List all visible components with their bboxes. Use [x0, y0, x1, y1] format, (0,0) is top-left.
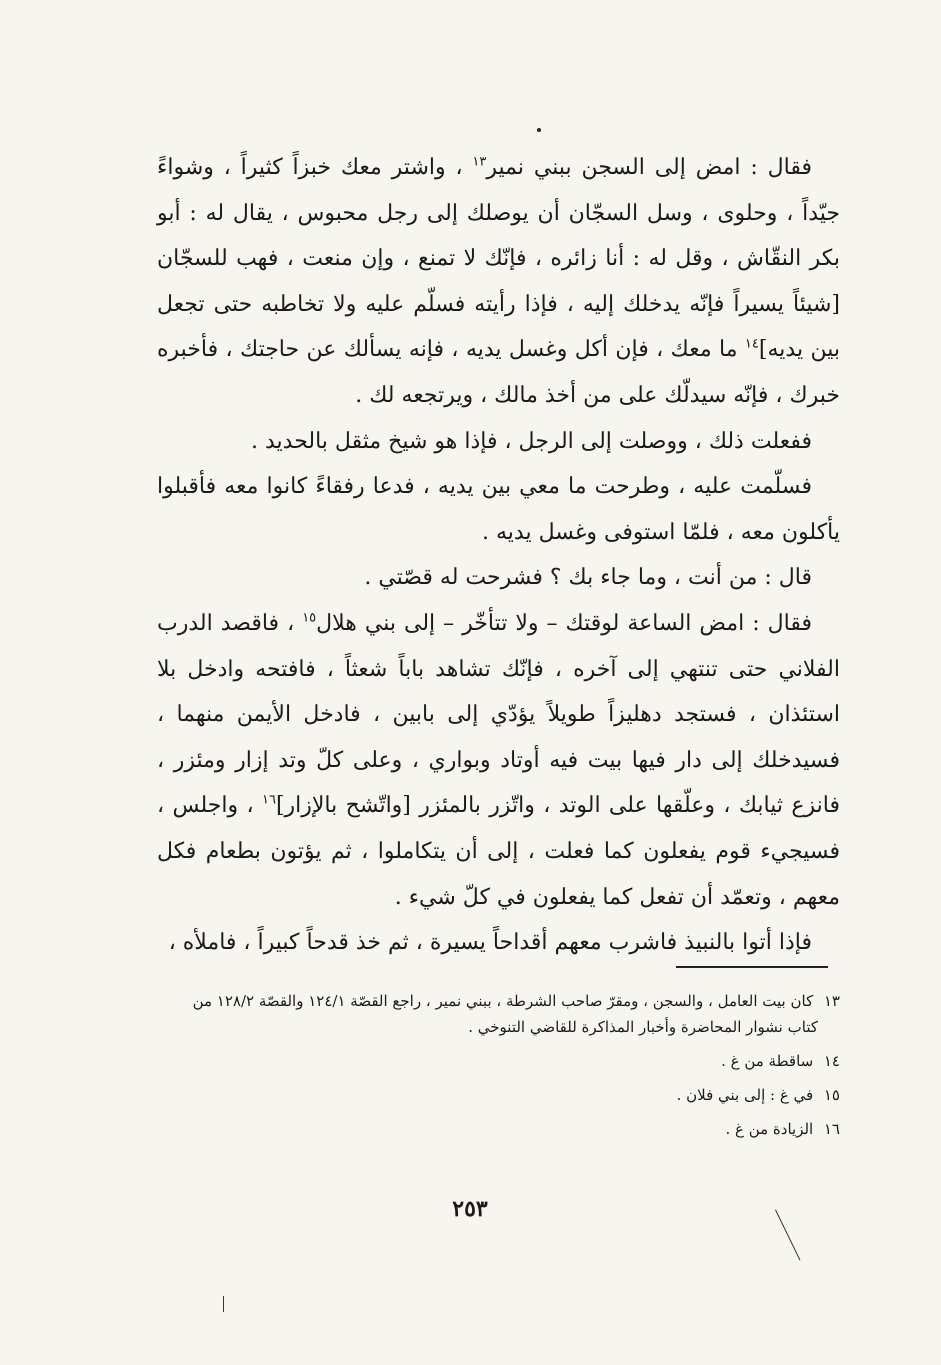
paragraph-4: قال : من أنت ، وما جاء بك ؟ فشرحت له قصّتي . — [364, 565, 812, 591]
footnote-text: ساقطة من غ . — [721, 1052, 814, 1070]
footnote-16 — [160, 1116, 840, 1142]
scan-stroke-mark — [775, 1210, 800, 1261]
paragraph-6: فإذا أتوا بالنبيذ فاشرب معهم أقداحاً يسيرة ، ثم خذ قدحاً كبيراً ، فاملأه ، — [168, 930, 812, 956]
paragraph-5-text-middle: ، فاقصد الدرب الفلاني حتى تنتهي إلى آخره ، فإنّك تشاهد باباً شعثاً ، فافتحه وادخل بلا استئذان ، فستجد دهليزاً طويلاً يؤدّي إلى بابين ، فادخل الأيمن منهما ، فسيدخلك إلى دار فيها بيت فيه أوتاد وبواري ، وعلى كلّ وتد إزار ومئزر ، فانزع ثيابك ، وعلّقها على الوتد ، واتّزر بالمئزر [واتّشح بالإزار] — [157, 610, 840, 819]
main-text — [157, 145, 840, 966]
paragraph-3: فسلّمت عليه ، وطرحت ما معي بين يديه ، فدعا رفقاءً كانوا معه فأقبلوا يأكلون معه ، فلمّا استوفى وغسل يديه . — [157, 474, 840, 545]
footnote-15 — [160, 1082, 840, 1108]
footnote-ref-16: ١٦ — [261, 792, 276, 808]
footnote-ref-15: ١٥ — [302, 610, 317, 626]
footnote-text: الزيادة من غ . — [725, 1120, 814, 1138]
footnote-divider — [676, 966, 828, 968]
paragraph-1-text-end: ما معك ، فإن أكل وغسل يديه ، فإنه يسألك عن حاجتك ، فأخبره خبرك ، فإنّه سيدلّك على من أخذ مالك ، ويرتجعه لك . — [157, 337, 840, 408]
paragraph-5-text-end: ، واجلس ، فسيجيء قوم يفعلون كما فعلت ، إلى أن يتكاملوا ، ثم يؤتون بطعام فكل معهم ، وتعمّد أن تفعل كما يفعلون في كلّ شيء . — [157, 793, 840, 910]
footnote-14 — [160, 1048, 840, 1074]
footnote-text: كان بيت العامل ، والسجن ، ومقرّ صاحب الشرطة ، ببني نمير ، راجع القصّة ١٢٤/١ والقصّة ١٢٨/٢ من كتاب نشوار المحاضرة وأخبار المذاكرة للقاضي التنوخي . — [192, 992, 818, 1036]
paragraph-1-text-start: فقال : امض إلى السجن ببني نمير — [486, 155, 812, 180]
footnote-text: في غ : إلى بني فلان . — [676, 1086, 814, 1104]
paragraph-5-text-start: فقال : امض الساعة لوقتك – ولا تتأخّر – إلى بني هلال — [316, 610, 813, 636]
scan-stroke-mark — [223, 1296, 224, 1312]
footnotes — [160, 988, 840, 1150]
footnote-13 — [160, 988, 840, 1040]
paragraph-2: ففعلت ذلك ، ووصلت إلى الرجل ، فإذا هو شيخ مثقل بالحديد . — [250, 428, 812, 454]
footnote-ref-13: ١٣ — [472, 154, 487, 170]
footnote-ref-14: ١٤ — [744, 337, 759, 353]
ink-dot — [537, 128, 541, 132]
footnote-number: ١٤ — [823, 1052, 840, 1070]
paragraph-1 — [157, 145, 840, 419]
page-number: ٢٥٣ — [452, 1196, 488, 1222]
footnote-number: ١٣ — [823, 992, 840, 1010]
paragraph-5 — [157, 601, 840, 920]
footnote-number: ١٥ — [823, 1086, 840, 1104]
footnote-number: ١٦ — [823, 1120, 840, 1138]
paragraph-1-text-middle: ، واشتر معك خبزاً كثيراً ، وشواءً جيّداً ، وحلوى ، وسل السجّان أن يوصلك إلى رجل محبوس ، يقال له : أبو بكر النقّاش ، وقل له : أنا زائره ، فإنّك لا تمنع ، وإن منعت ، فهب للسجّان [شيئاً يسيراً فإنّه يدخلك إليه ، فإذا رأيته فسلّم عليه ولا تخاطبه حتى تجعل بين يديه] — [157, 155, 840, 363]
